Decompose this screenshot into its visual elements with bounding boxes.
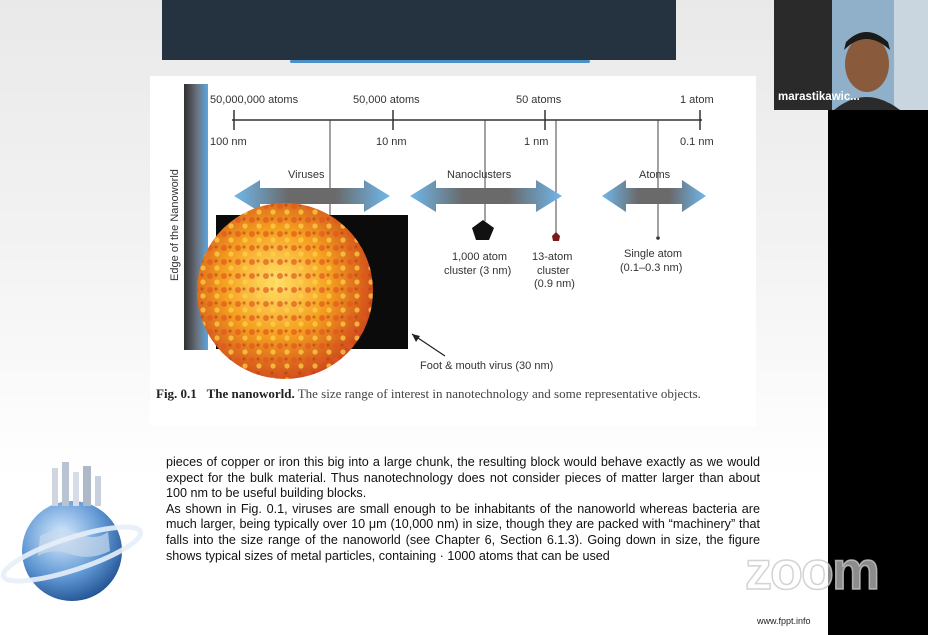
nm-label-2: 10 nm	[376, 136, 407, 148]
cluster-1000-label: 1,000 atom	[452, 251, 508, 263]
atoms-label-1: 50,000,000 atoms	[210, 94, 299, 106]
cluster-13-icon	[552, 232, 560, 241]
virus-caption: Foot & mouth virus (30 nm)	[420, 360, 554, 372]
figure-caption	[156, 385, 746, 402]
caption-text: The size range of interest in nanotechnology and some representative objects.	[294, 386, 701, 401]
arrow-label-viruses: Viruses	[288, 169, 325, 181]
atoms-label-2: 50,000 atoms	[353, 94, 420, 106]
atoms-label-3: 50 atoms	[516, 94, 562, 106]
caption-title: The nanoworld.	[206, 386, 295, 401]
nanoclusters-range-arrow	[410, 180, 562, 212]
cluster-13-sub: cluster	[537, 265, 570, 277]
globe-icon	[0, 456, 150, 616]
single-atom-size: (0.1–0.3 nm)	[620, 262, 683, 274]
cluster-1000-size: cluster (3 nm)	[444, 265, 512, 277]
cluster-1000-icon	[472, 220, 494, 240]
slide-header-accent	[290, 60, 590, 63]
cluster-13-size: (0.9 nm)	[534, 278, 575, 290]
single-atom-icon	[656, 236, 660, 240]
edge-label: Edge of the Nanoworld	[169, 169, 181, 281]
footer-url[interactable]: www.fppt.info	[757, 616, 811, 626]
body-paragraph-1: pieces of copper or iron this big into a large chunk, the resulting block would behave exactly as we would expect for the bulk material. Thus nanotechnology does not consider pieces of matter larger than about 100 nm to be useful building blocks.	[166, 455, 760, 501]
body-paragraph-2: As shown in Fig. 0.1, viruses are small enough to be inhabitants of the nanoworld whereas bacteria are much larger, being typically over 10 μm (10,000 nm) in size, though they are packed with “machinery” that falls into the size range of the nanoworld (see Chapter 6, Section 6.1.3). Going down in size, the figure shows typical sizes of metal particles, containing · 1000 atoms that can be used	[166, 501, 760, 563]
atoms-range-arrow	[602, 180, 706, 212]
single-atom-label: Single atom	[624, 248, 683, 260]
participant-name: marastikawic...	[778, 91, 860, 103]
viruses-range-arrow	[234, 180, 390, 212]
nm-label-1: 100 nm	[210, 136, 247, 148]
atoms-label-4: 1 atom	[680, 94, 714, 106]
nanoworld-diagram	[150, 76, 756, 426]
caption-figure-number: Fig. 0.1	[156, 386, 197, 401]
nm-label-3: 1 nm	[524, 136, 549, 148]
slide-body-text	[166, 455, 760, 564]
zoom-watermark: zoom	[745, 541, 878, 601]
nm-label-4: 0.1 nm	[680, 136, 714, 148]
cluster-13-label: 13-atom	[532, 251, 573, 263]
slide-header-bar	[162, 0, 676, 60]
arrow-label-atoms: Atoms	[639, 169, 671, 181]
nanoworld-figure	[150, 76, 756, 426]
arrow-label-nanoclusters: Nanoclusters	[447, 169, 512, 181]
